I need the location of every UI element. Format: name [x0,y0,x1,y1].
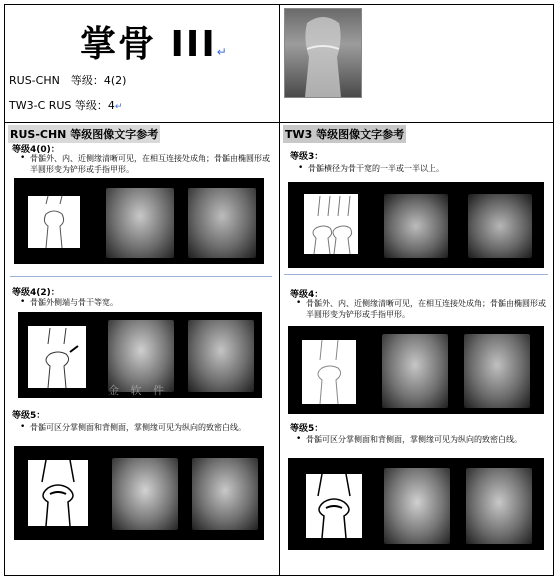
bullet-icon: • [298,163,304,173]
page-title [80,16,229,67]
bone-sketch [306,474,362,538]
xray-image [188,188,256,258]
xray-image [466,468,532,544]
paragraph-mark-icon: ↵ [216,45,229,59]
left-grade-label-3: 等级5： [12,411,46,421]
left-grade-desc-1 [20,153,270,175]
right-grade-desc-1-text: 骨骺横径为骨干宽的一半或一半以上。 [308,164,444,173]
xray-thumbnail [284,8,362,98]
xray-image [188,320,254,392]
table-divider-vertical [279,4,280,576]
right-grade-label-2: 等级4： [290,290,324,300]
right-heading-text: TW3 等级图像文字参考 [285,128,405,141]
right-grade-label-1: 等级3： [290,152,324,162]
left-grade-desc-1-text: 骨骺外、内、近侧缘清晰可见，在相互连接处成角；骨骺由椭圆形或半圆形变为铲形或手指甲形。 [30,154,270,174]
left-image-panel-1 [14,178,264,264]
right-image-panel-2 [288,326,544,414]
bone-sketch [304,194,358,254]
left-grade-desc-3 [20,422,266,433]
xray-image [464,334,530,408]
bone-sketch [28,196,80,248]
bullet-icon: • [20,153,26,163]
bullet-icon: • [20,297,26,307]
right-image-panel-1 [288,182,544,268]
left-image-panel-3 [14,446,264,540]
xray-image [382,334,448,408]
right-grade-desc-1 [298,163,544,174]
xray-image [106,188,174,258]
bullet-icon: • [296,298,302,308]
left-grade-label-2: 等级4(2)： [12,288,60,298]
tw3-grade [9,97,122,113]
metacarpal-xray-icon [285,9,361,97]
bone-sketch [28,460,88,526]
left-grade-desc-2-text: 骨骺外侧端与骨干等宽。 [30,298,118,307]
xray-image [192,458,258,530]
left-heading-text: RUS-CHN 等级图像文字参考 [10,128,159,141]
xray-image [468,194,532,258]
xray-image [384,194,448,258]
table-divider-horizontal [4,122,554,123]
title-text: 掌骨 III [80,24,217,65]
block-separator [284,274,548,275]
block-separator [10,276,272,277]
xray-image [112,458,178,530]
tw3-grade-text: TW3-C RUS 等级：4 [9,99,115,112]
watermark: 金 软 件 [108,384,168,397]
left-section-heading [8,125,160,143]
right-grade-label-3: 等级5： [290,424,324,434]
rus-chn-grade [9,72,126,88]
xray-image [384,468,450,544]
right-grade-desc-3-text: 骨骺可区分掌侧面和背侧面，掌侧缘可见为纵向的致密白线。 [306,435,522,444]
bone-sketch [28,326,86,388]
right-grade-desc-2-text: 骨骺外、内、近侧缘清晰可见，在相互连接处成角；骨骺由椭圆形或半圆形变为铲形或手指甲形。 [306,299,546,319]
right-grade-desc-2 [296,298,548,320]
bone-sketch [302,340,356,404]
left-grade-desc-2 [20,297,270,308]
bullet-icon: • [296,434,302,444]
right-image-panel-3 [288,458,544,550]
right-grade-desc-3 [296,434,548,445]
paragraph-mark-icon: ↵ [114,102,123,112]
rus-chn-grade-text: RUS-CHN 等级：4(2) [9,74,127,87]
left-grade-desc-3-text: 骨骺可区分掌侧面和背侧面，掌侧缘可见为纵向的致密白线。 [30,423,246,432]
left-grade-label-1: 等级4(0)： [12,145,60,155]
bullet-icon: • [20,422,26,432]
right-section-heading [283,125,406,143]
